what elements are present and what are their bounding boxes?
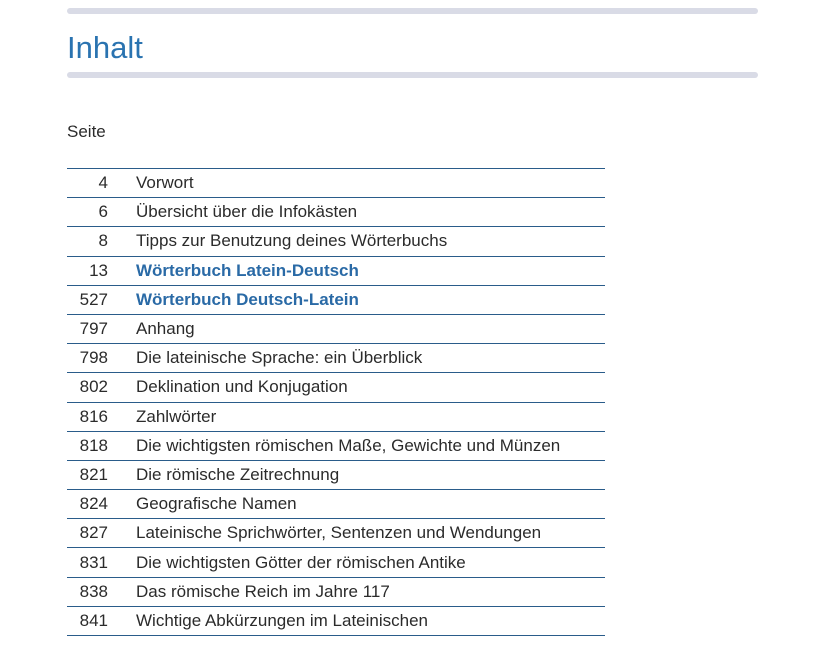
title-divider-bar <box>67 72 758 78</box>
toc-page-number: 831 <box>79 552 108 572</box>
toc-row[interactable] <box>67 490 605 519</box>
toc-page-number: 527 <box>79 289 108 309</box>
toc-row[interactable] <box>67 432 605 461</box>
toc-page-number: 798 <box>79 348 108 368</box>
toc-page-number: 8 <box>98 231 108 251</box>
toc-row[interactable] <box>67 578 605 607</box>
toc-row[interactable] <box>67 227 605 256</box>
top-divider-bar <box>67 8 758 14</box>
toc-entry-label: Geografische Namen <box>136 494 297 514</box>
toc-page-number: 13 <box>89 260 108 280</box>
toc-row[interactable] <box>67 519 605 548</box>
toc-row[interactable] <box>67 257 605 286</box>
toc-page-number: 841 <box>79 610 108 630</box>
toc-page-number: 838 <box>79 581 108 601</box>
toc-page-number: 4 <box>98 173 108 193</box>
toc-row[interactable] <box>67 286 605 315</box>
toc-entry-label: Die wichtigsten Götter der römischen Antike <box>136 552 466 572</box>
toc-page-number: 824 <box>79 494 108 514</box>
toc-page-number: 827 <box>79 523 108 543</box>
toc-page-number: 821 <box>79 464 108 484</box>
table-of-contents <box>67 168 605 636</box>
toc-row[interactable] <box>67 548 605 577</box>
page-title: Inhalt <box>67 30 143 65</box>
toc-page-number: 797 <box>79 319 108 339</box>
toc-row[interactable] <box>67 198 605 227</box>
toc-entry-label: Die wichtigsten römischen Maße, Gewichte und Münzen <box>136 435 561 455</box>
toc-row[interactable] <box>67 403 605 432</box>
toc-entry-label: Die lateinische Sprache: ein Überblick <box>136 348 423 368</box>
toc-entry-label: Wörterbuch Deutsch-Latein <box>136 289 359 309</box>
toc-page-number: 802 <box>79 377 108 397</box>
toc-row[interactable] <box>67 607 605 636</box>
toc-entry-label: Wörterbuch Latein-Deutsch <box>136 260 359 280</box>
toc-row[interactable] <box>67 315 605 344</box>
toc-page-number: 6 <box>98 202 108 222</box>
toc-entry-label: Lateinische Sprichwörter, Sentenzen und Wendungen <box>136 523 542 543</box>
toc-entry-label: Übersicht über die Infokästen <box>136 202 358 222</box>
toc-entry-label: Wichtige Abkürzungen im Lateinischen <box>136 610 428 630</box>
toc-entry-label: Vorwort <box>136 173 194 193</box>
toc-page-number: 818 <box>79 435 108 455</box>
toc-entry-label: Tipps zur Benutzung deines Wörterbuchs <box>136 231 448 251</box>
toc-page-number: 816 <box>79 406 108 426</box>
toc-entry-label: Deklination und Konjugation <box>136 377 348 397</box>
toc-row[interactable] <box>67 344 605 373</box>
toc-entry-label: Anhang <box>136 319 195 339</box>
toc-entry-label: Zahlwörter <box>136 406 217 426</box>
toc-row[interactable] <box>67 461 605 490</box>
toc-row[interactable] <box>67 169 605 198</box>
toc-entry-label: Das römische Reich im Jahre 117 <box>136 581 390 601</box>
page-column-label: Seite <box>67 122 106 141</box>
toc-entry-label: Die römische Zeitrechnung <box>136 464 340 484</box>
toc-row[interactable] <box>67 373 605 402</box>
